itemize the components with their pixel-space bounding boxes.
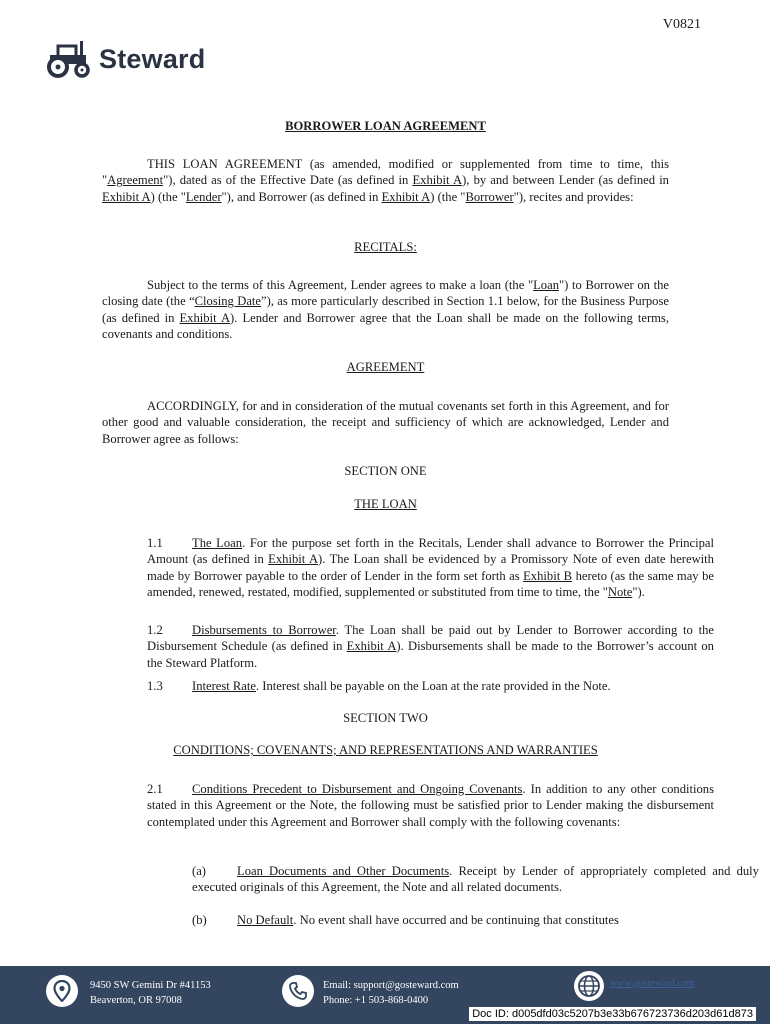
- section-2-1-a: (a) Loan Documents and Other Documents. Receipt by Lender of appropriately completed and duly executed originals of this Agreement, the Note and all related documents.: [192, 864, 759, 895]
- footer-address: 9450 SW Gemini Dr #41153 Beaverton, OR 97008: [90, 980, 211, 1006]
- section-2-1: 2.1 Conditions Precedent to Disbursement and Ongoing Covenants. In addition to any other conditions stated in this Agreement or the Note, the following must be satisfied prior to Lender making the disbursement contemplated under this Agreement and Borrower shall comply with the following covenants:: [147, 782, 714, 829]
- section-1-1: 1.1 The Loan. For the purpose set forth in the Recitals, Lender shall advance to Borrower the Principal Amount (as defined in Exhibit A). The Loan shall be evidenced by a Promissory Note of even date herewith made by Borrower payable to the order of Lender in the form set forth as Exhibit B hereto (as the same may be amended, renewed, restated, modified, supplemented or substituted from time to time, the "Note").: [147, 536, 714, 600]
- agreement-heading: AGREEMENT: [346, 360, 425, 374]
- section-1-3: 1.3 Interest Rate. Interest shall be payable on the Loan at the rate provided in the Note.: [147, 679, 611, 693]
- the-loan-heading: THE LOAN: [354, 497, 417, 511]
- section-two-heading: SECTION TWO: [343, 711, 428, 725]
- section-2-1-b: (b) No Default. No event shall have occurred and be continuing that constitutes: [192, 913, 619, 927]
- section-one-heading: SECTION ONE: [344, 464, 427, 478]
- location-pin-icon: [46, 975, 78, 1007]
- document-title: BORROWER LOAN AGREEMENT: [285, 119, 486, 133]
- section-1-2: 1.2 Disbursements to Borrower. The Loan shall be paid out by Lender to Borrower according to the Disbursement Schedule (as defined in Exhibit A). Disbursements shall be made to the Borrower’s account on the Steward Platform.: [147, 623, 714, 670]
- doc-id-label: Doc ID: d005dfd03c5207b3e33b676723736d203d61d873: [469, 1007, 756, 1021]
- tractor-icon: [44, 40, 94, 78]
- page-footer: [0, 966, 770, 1024]
- conditions-heading: CONDITIONS; COVENANTS; AND REPRESENTATIONS AND WARRANTIES: [173, 743, 598, 757]
- recitals-paragraph: Subject to the terms of this Agreement, Lender agrees to make a loan (the "Loan") to Borrower on the closing date (the “Closing Date”), as more particularly described in Section 1.1 below, for the Business Purpose (as defined in Exhibit A). Lender and Borrower agree that the Loan shall be made on the following terms, covenants and conditions.: [102, 278, 669, 342]
- brand-name: Steward: [99, 43, 206, 74]
- recitals-heading: RECITALS:: [354, 240, 417, 254]
- globe-icon: [574, 971, 604, 1001]
- footer-email[interactable]: Email: support@gosteward.com: [323, 980, 459, 991]
- version-label: V0821: [662, 17, 701, 32]
- intro-paragraph: THIS LOAN AGREEMENT (as amended, modified or supplemented from time to time, this "Agreement"), dated as of the Effective Date (as defined in Exhibit A), by and between Lender (as defined in Exhibit A) (the "Lender"), and Borrower (as defined in Exhibit A) (the "Borrower"), recites and provides:: [102, 157, 669, 204]
- footer-website-link[interactable]: www.gosteward.com: [610, 978, 695, 989]
- accordingly-paragraph: ACCORDINGLY, for and in consideration of the mutual covenants set forth in this Agreement, and for other good and valuable consideration, the receipt and sufficiency of which are acknowledged, Lender and Borrower agree as follows:: [102, 399, 669, 446]
- footer-contact: [323, 978, 459, 1008]
- steward-logo: [44, 40, 205, 78]
- phone-icon: [282, 975, 314, 1007]
- footer-phone[interactable]: Phone: +1 503-868-0400: [323, 995, 429, 1006]
